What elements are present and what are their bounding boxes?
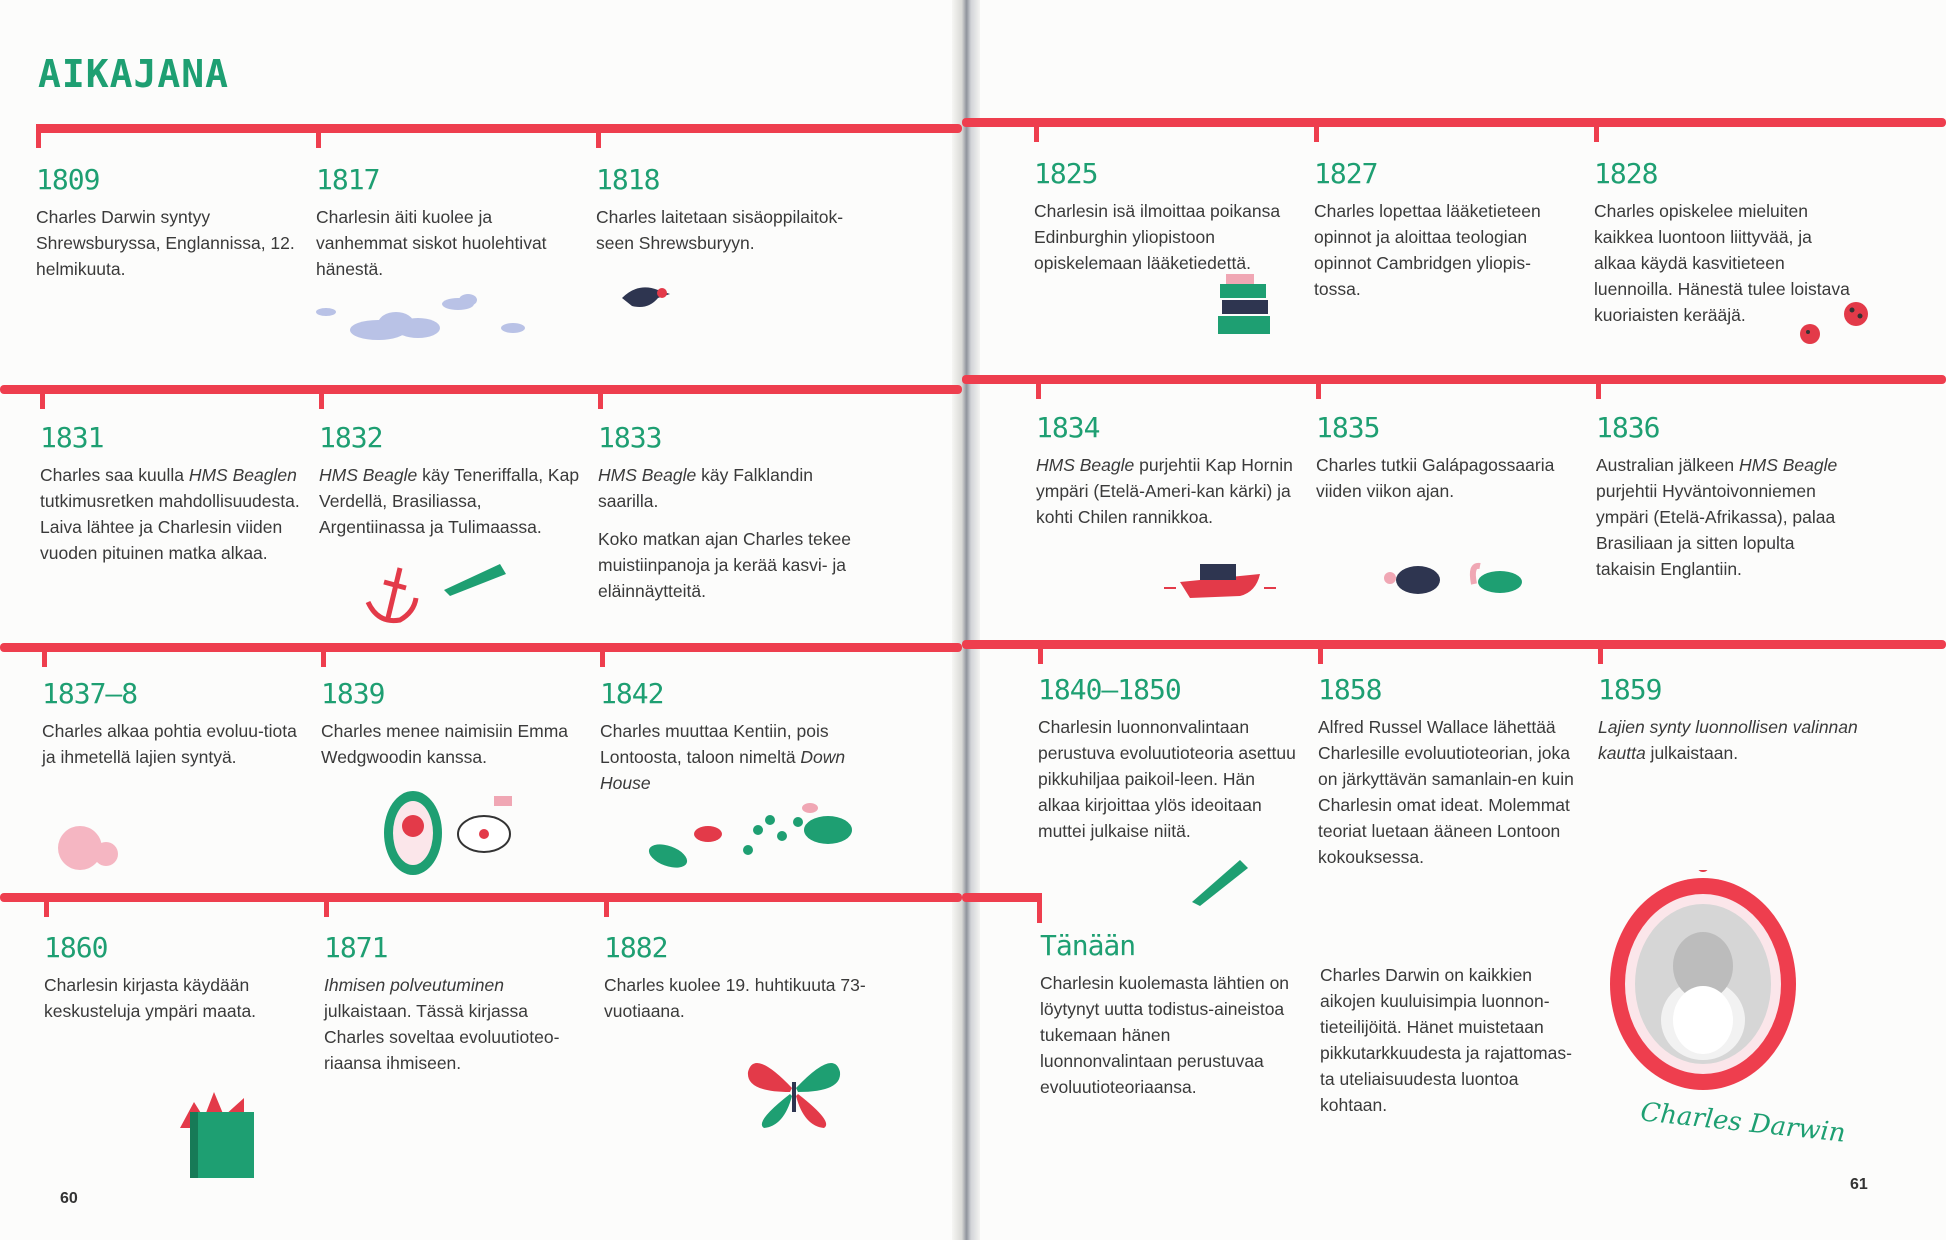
entry-text-italic: HMS Beagle (319, 465, 418, 485)
entry-text (600, 718, 862, 796)
timeline-entry (1596, 410, 1858, 582)
timeline-tick (36, 124, 41, 148)
entry-text-span: Charles opiskelee mieluiten kaikkea luontoon liittyvää, ja alkaa käydä kasvitieteen luennoilla. Hänestä tulee loistava kuoriaisten kerääjä. (1594, 201, 1850, 325)
entry-year: 1831 (40, 421, 104, 454)
bird-icon (618, 280, 674, 314)
entry-year: 1839 (321, 677, 385, 710)
clouds-illustration (318, 292, 518, 348)
timeline-line-row4-left (0, 893, 962, 902)
entry-text (1040, 970, 1302, 1100)
entry-text (596, 204, 858, 256)
timeline-entry (316, 162, 578, 282)
entry-text-span: Charles lopettaa lääketieteen opinnot ja aloittaa teologian opinnot Cambridgen yliopis-tossa. (1314, 201, 1541, 299)
timeline-tick (40, 385, 45, 409)
timeline-line-row4-right (962, 893, 1042, 902)
timeline-tick (316, 124, 321, 148)
entry-text-span: Charlesin kuolemasta lähtien on löytynyt uutta todistus-aineistoa tukemaan hänen luonnonvalintaan perustuvaa evoluutioteoriaansa. (1040, 973, 1290, 1097)
entry-text-span: Charlesin luonnonvalintaan perustuva evoluutioteoria asettuu pikkuhiljaa paikoil-leen. Hän alkaa kirjoittaa ylös ideoitaan muttei julkaise niitä. (1038, 717, 1296, 841)
timeline-entry (1034, 156, 1296, 276)
emma-portrait-icon (382, 788, 444, 878)
timeline-tick (1036, 375, 1041, 399)
entry-text-span: Charlesin äiti kuolee ja vanhemmat siskot huolehtivat hänestä. (316, 207, 547, 279)
turkey-icon (58, 820, 122, 880)
timeline-tick (324, 893, 329, 917)
entry-text (42, 718, 304, 770)
butterfly-icon (744, 1052, 844, 1132)
entry-text-italic: Lajien synty luonnollisen valinnan kautta (1598, 717, 1858, 763)
entry-year: 1858 (1318, 673, 1382, 706)
entry-text-span: julkaistaan. Tässä kirjassa Charles soveltaa evoluutioteo-riaansa ihmiseen. (324, 1001, 560, 1073)
timeline-entry (1598, 672, 1860, 766)
entry-year: 1817 (316, 163, 380, 196)
entry-year: Tänään (1040, 929, 1136, 962)
entry-year: 1832 (319, 421, 383, 454)
pen-icon (1186, 854, 1252, 906)
entry-text (324, 972, 586, 1076)
entry-text-span: Charles saa kuulla (40, 465, 189, 485)
entry-year: 1818 (596, 163, 660, 196)
entry-text-span: Charles muuttaa Kentiin, pois Lontoosta, taloon nimeltä (600, 721, 829, 767)
entry-text-span: purjehtii Kap Hornin ympäri (Etelä-Ameri-kan kärki) ja kohti Chilen rannikkoa. (1036, 455, 1293, 527)
entry-text (36, 204, 298, 282)
timeline-tick (1316, 375, 1321, 399)
timeline-entry (1036, 410, 1298, 530)
darwin-portrait (1608, 870, 1798, 1092)
entry-text (1038, 714, 1300, 844)
entry-year: 1809 (36, 163, 100, 196)
entry-text-span: käy Teneriffalla, Kap Verdellä, Brasiliassa, Argentiinassa ja Tulimaassa. (319, 465, 580, 537)
entry-year: 1827 (1314, 157, 1378, 190)
teapot-icon (450, 790, 520, 856)
timeline-tick (1314, 118, 1319, 142)
entry-year: 1840–1850 (1038, 673, 1181, 706)
entry-text (1598, 714, 1860, 766)
page-title: AIKAJANA (38, 52, 230, 96)
entry-year: 1835 (1316, 411, 1380, 444)
entry-year: 1842 (600, 677, 664, 710)
timeline-entry (1040, 928, 1302, 1100)
timeline-entry (1318, 672, 1580, 870)
entry-text-span: julkaistaan. (1645, 743, 1739, 763)
book-icon (174, 1088, 266, 1180)
page-number-left: 60 (60, 1190, 78, 1207)
entry-text-italic: HMS Beaglen (188, 465, 297, 485)
timeline-entry (42, 676, 304, 770)
timeline-entry (600, 676, 862, 796)
timeline-entry (1314, 156, 1576, 302)
timeline-entry (1316, 410, 1578, 504)
timeline-entry (604, 930, 866, 1024)
portrait-caption: Charles Darwin (1638, 1097, 1847, 1149)
entry-year: 1837–8 (42, 677, 138, 710)
entry-text-span: käy Falklandin saarilla. (598, 465, 813, 511)
page-number-right: 61 (1850, 1176, 1868, 1193)
entry-text (1320, 962, 1582, 1118)
timeline-entry (598, 420, 860, 604)
timeline-entry (1038, 672, 1300, 844)
entry-year: 1828 (1594, 157, 1658, 190)
timeline-entry (596, 162, 858, 256)
entry-text (604, 972, 866, 1024)
timeline-entry (319, 420, 581, 540)
tortoise-icon (1378, 558, 1548, 598)
timeline-tick (1594, 118, 1599, 142)
entry-year: 1859 (1598, 673, 1662, 706)
entry-text (1314, 198, 1576, 302)
timeline-line-row2-left (0, 385, 962, 394)
entry-text (40, 462, 302, 566)
telescope-icon (440, 556, 512, 596)
entry-text-span: Charles Darwin on kaikkien aikojen kuuluisimpia luonnon-tieteilijöitä. Hänet muistetaan pikkutarkkuudesta ja rajattomas-ta uteliaisuudesta luontoa kohtaan. (1320, 965, 1572, 1115)
entry-text (1036, 452, 1298, 530)
timeline-tick (1598, 640, 1603, 664)
entry-text-span: Australian jälkeen (1596, 455, 1739, 475)
timeline-tick (596, 124, 601, 148)
entry-text (44, 972, 306, 1024)
timeline-entry (324, 930, 586, 1076)
book-spine (952, 0, 980, 1240)
entry-text-italic: HMS Beagle (598, 465, 697, 485)
timeline-tick (321, 643, 326, 667)
timeline-tick (44, 893, 49, 917)
timeline-tick (1037, 893, 1042, 923)
timeline-line-row1-right (962, 118, 1946, 127)
timeline-tick (319, 385, 324, 409)
timeline-tick (1038, 640, 1043, 664)
entry-text-span: Charlesin isä ilmoittaa poikansa Edinburghin yliopistoon opiskelemaan lääketiedettä. (1034, 201, 1281, 273)
entry-text (1318, 714, 1580, 870)
timeline-line-row3-left (0, 643, 962, 652)
entry-text-italic: HMS Beagle (1036, 455, 1135, 475)
timeline-line-row3-right (962, 640, 1946, 649)
entry-text-italic: Ihmisen polveutuminen (324, 975, 504, 995)
entry-year: 1882 (604, 931, 668, 964)
entry-text (598, 462, 860, 514)
entry-text-span: Charles menee naimisiin Emma Wedgwoodin kanssa. (321, 721, 569, 767)
entry-text-span: Charles laitetaan sisäoppilaitok-seen Shrewsburyyn. (596, 207, 844, 253)
timeline-tick (604, 893, 609, 917)
timeline-entry (1320, 962, 1582, 1118)
timeline-entry (321, 676, 583, 770)
entry-text (1034, 198, 1296, 276)
entry-year: 1825 (1034, 157, 1098, 190)
entry-year: 1834 (1036, 411, 1100, 444)
entry-text-span: Charlesin kirjasta käydään keskusteluja ympäri maata. (44, 975, 257, 1021)
entry-text-span: Charles kuolee 19. huhtikuuta 73-vuotiaana. (604, 975, 866, 1021)
ship-icon (1160, 548, 1280, 604)
timeline-tick (1034, 118, 1039, 142)
timeline-line-row2-right (962, 375, 1946, 384)
plants-birds-illustration (648, 790, 878, 880)
entry-text (1316, 452, 1578, 504)
books-icon (1214, 272, 1274, 338)
timeline-entry (44, 930, 306, 1024)
entry-text-span: purjehtii Hyväntoivonniemen ympäri (Etelä-Afrikassa), palaa Brasiliaan ja sitten lopulta takaisin Englantiin. (1596, 481, 1836, 579)
entry-text-span: Alfred Russel Wallace lähettää Charlesille evoluutioteorian, joka on järkyttävän samanlain-en kuin Charlesin omat ideat. Molemmat teoriat luetaan ääneen Lontoon kokouksessa. (1318, 717, 1574, 867)
entry-text-span: Charles tutkii Galápagossaaria viiden viikon ajan. (1316, 455, 1555, 501)
entry-text-italic: HMS Beagle (1739, 455, 1838, 475)
entry-text (321, 718, 583, 770)
entry-year: 1836 (1596, 411, 1660, 444)
anchor-icon (360, 562, 420, 628)
timeline-tick (1318, 640, 1323, 664)
entry-year: 1871 (324, 931, 388, 964)
entry-text (316, 204, 578, 282)
entry-text-span: Charles alkaa pohtia evoluu-tiota ja ihmetellä lajien syntyä. (42, 721, 297, 767)
timeline-tick (42, 643, 47, 667)
entry-year: 1833 (598, 421, 662, 454)
timeline-entry (36, 162, 298, 282)
entry-text (1596, 452, 1858, 582)
timeline-tick (600, 643, 605, 667)
timeline-tick (598, 385, 603, 409)
entry-text (319, 462, 581, 540)
entry-text-span: Charles Darwin syntyy Shrewsburyssa, Englannissa, 12. helmikuuta. (36, 207, 295, 279)
timeline-line-row1-left (36, 124, 962, 133)
entry-extra-text: Koko matkan ajan Charles tekee muistiinpanoja ja kerää kasvi- ja eläinnäytteitä. (598, 529, 851, 601)
timeline-entry (40, 420, 302, 566)
timeline-tick (1596, 375, 1601, 399)
ladybug-icon (1790, 294, 1880, 352)
entry-text-span: tutkimusretken mahdollisuudesta. Laiva lähtee ja Charlesin viiden vuoden pituinen matka alkaa. (40, 491, 300, 563)
entry-year: 1860 (44, 931, 108, 964)
entry-text-italic: Down House (600, 747, 846, 793)
